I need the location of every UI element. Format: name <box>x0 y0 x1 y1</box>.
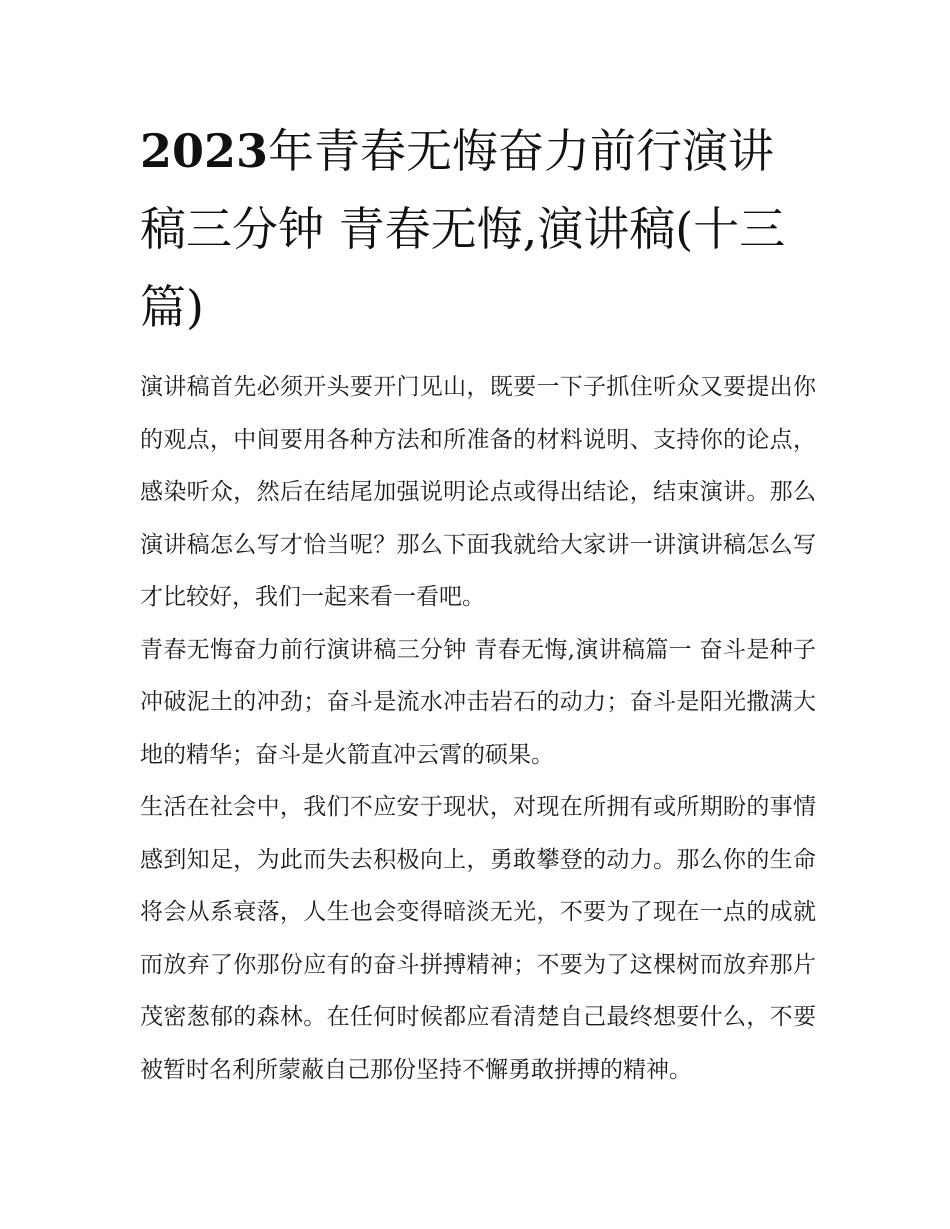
page-title <box>140 112 816 346</box>
section-one-paragraph: 青春无悔奋力前行演讲稿三分钟 青春无悔,演讲稿篇一 奋斗是种子冲破泥土的冲劲；奋斗是流水冲击岩石的动力；奋斗是阳光撒满大地的精华；奋斗是火箭直冲云霄的硕果。 <box>140 636 816 768</box>
title-text: 年青春无悔奋力前行演讲稿三分钟 青春无悔,演讲稿(十三篇) <box>140 124 786 334</box>
body-paragraph: 生活在社会中，我们不应安于现状，对现在所拥有或所期盼的事情感到知足，为此而失去积极向上，勇敢攀登的动力。那么你的生命将会从系衰落，人生也会变得暗淡无光，不要为了现在一点的成就而放弃了你那份应有的奋斗拼搏精神；不要为了这棵树而放弃那片茂密葱郁的森林。在任何时候都应看清楚自己最终想要什么，不要被暂时名利所蒙蔽自己那份坚持不懈勇敢拼搏的精神。 <box>140 794 816 1083</box>
intro-paragraph: 演讲稿首先必须开头要开门见山，既要一下子抓住听众又要提出你的观点，中间要用各种方法和所准备的材料说明、支持你的论点，感染听众，然后在结尾加强说明论点或得出结论，结束演讲。那么演讲稿怎么写才恰当呢？那么下面我就给大家讲一讲演讲稿怎么写才比较好，我们一起来看一看吧。 <box>140 374 816 610</box>
title-year: 2023 <box>140 124 269 178</box>
document-body <box>140 112 816 1096</box>
